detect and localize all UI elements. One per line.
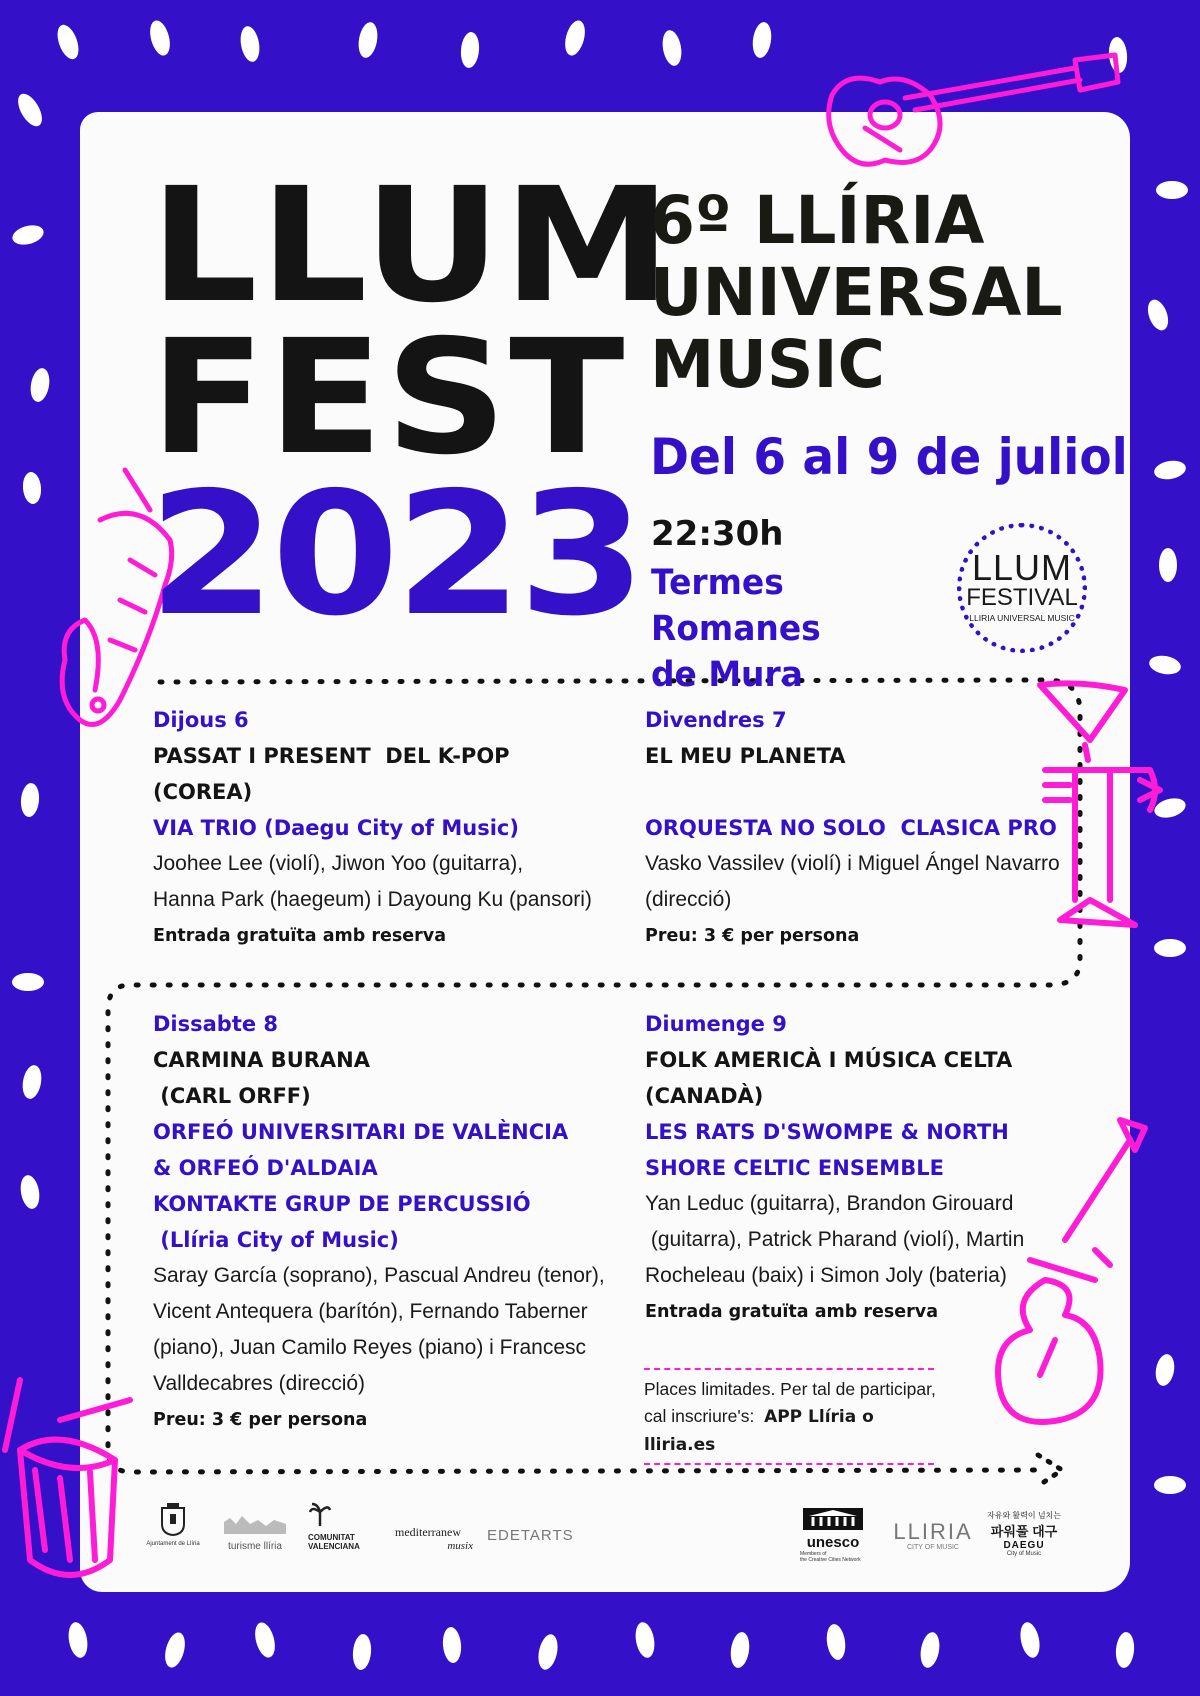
- mediterranew-sub: musix: [447, 1540, 473, 1552]
- ajuntament-label: Ajuntament de Llíria: [146, 1541, 200, 1547]
- event-people-line: Hanna Park (haegeum) i Dayoung Ku (pansori): [153, 888, 592, 911]
- coat-of-arms-icon: [160, 1502, 186, 1536]
- logo-line-festival: FESTIVAL: [966, 584, 1078, 611]
- event-title-line: PASSAT I PRESENT DEL K-POP: [153, 744, 510, 768]
- event-saturday: [153, 1006, 613, 1438]
- unesco-sub: Members of: [800, 1551, 827, 1557]
- festival-dates: Del 6 al 9 de juliol: [650, 428, 1128, 486]
- comunitat-label: COMUNITAT: [308, 1533, 355, 1542]
- event-people-line: Joohee Lee (violí), Jiwon Yoo (guitarra),: [153, 852, 524, 875]
- event-day: Dissabte 8: [153, 1012, 279, 1036]
- event-performer: ORFEÓ UNIVERSITARI DE VALÈNCIA: [153, 1120, 569, 1144]
- divider: [644, 1463, 934, 1465]
- event-title-line: FOLK AMERICÀ I MÚSICA CELTA: [645, 1048, 1013, 1072]
- skyline-icon: [222, 1512, 288, 1536]
- unesco-label: unesco: [806, 1534, 860, 1551]
- event-price: Preu: 3 € per persona: [153, 1410, 368, 1430]
- event-performer: & ORFEÓ D'ALDAIA: [153, 1156, 378, 1180]
- unesco-logo: [800, 1508, 866, 1563]
- event-people-line: Valldecabres (direcció): [153, 1372, 366, 1395]
- event-day: Divendres 7: [645, 708, 787, 732]
- event-friday: [645, 702, 1085, 954]
- event-performer: (Llíria City of Music): [153, 1228, 399, 1252]
- event-people-line: (guitarra), Patrick Pharand (violí), Martin: [645, 1228, 1025, 1251]
- event-day: Diumenge 9: [645, 1012, 787, 1036]
- event-title-line: (CARL ORFF): [153, 1084, 311, 1108]
- event-people-line: Vicent Antequera (barítón), Fernando Taberner: [153, 1300, 588, 1323]
- event-title-line: EL MEU PLANETA: [645, 744, 846, 768]
- unesco-sub: the Creative Cities Network: [800, 1557, 861, 1563]
- logo-line-tagline: LLIRIA UNIVERSAL MUSIC: [969, 613, 1075, 623]
- edition-title: 6º LLÍRIA UNIVERSAL MUSIC: [650, 182, 1063, 403]
- lliria-label: LLIRIA: [893, 1519, 973, 1544]
- festival-year: 2023: [148, 456, 642, 654]
- turisme-logo: [220, 1512, 290, 1552]
- comunitat-logo: [308, 1502, 374, 1551]
- ajuntament-logo: [143, 1502, 203, 1547]
- registration-text: Places limitades. Per tal de participar,: [644, 1379, 936, 1399]
- turisme-label: turisme llíria: [228, 1541, 282, 1552]
- event-title-line: (COREA): [153, 780, 253, 804]
- llum-festival-logo: [957, 523, 1087, 653]
- event-price: Preu: 3 € per persona: [645, 926, 860, 946]
- event-people-line: Yan Leduc (guitarra), Brandon Girouard: [645, 1192, 1014, 1215]
- event-thursday: [153, 702, 593, 954]
- event-price: Entrada gratuïta amb reserva: [153, 926, 446, 946]
- registration-note: [644, 1368, 944, 1465]
- palm-icon: [308, 1502, 332, 1528]
- edetarts-logo: EDETARTS: [487, 1527, 574, 1544]
- daegu-logo: [984, 1510, 1064, 1557]
- event-people-line: Vasko Vassilev (violí) i Miguel Ángel Navarro: [645, 852, 1060, 875]
- event-title-line: CARMINA BURANA: [153, 1048, 370, 1072]
- comunitat-label: VALENCIANA: [308, 1542, 360, 1551]
- daegu-label: DAEGU: [1003, 1540, 1045, 1551]
- event-performer: VIA TRIO (Daegu City of Music): [153, 816, 519, 840]
- lliria-sub: CITY OF MUSIC: [907, 1544, 959, 1551]
- temple-icon: [803, 1508, 863, 1530]
- event-performer: KONTAKTE GRUP DE PERCUSSIÓ: [153, 1192, 531, 1216]
- event-price: Entrada gratuïta amb reserva: [645, 1302, 938, 1322]
- daegu-korean: 자유와 활력이 넘치는: [987, 1511, 1061, 1520]
- daegu-sub: City of Music: [1006, 1551, 1042, 1557]
- event-day: Dijous 6: [153, 708, 249, 732]
- venue: Termes Romanes de Mura: [651, 563, 821, 695]
- logo-line-llum: LLUM: [971, 547, 1073, 588]
- mediterranew-logo: [383, 1525, 473, 1552]
- lliria-city-logo: [893, 1520, 973, 1551]
- event-people-line: Rocheleau (baix) i Simon Joly (bateria): [645, 1264, 1007, 1287]
- festival-title: LLUM FEST: [150, 154, 674, 490]
- registration-link[interactable]: APP Llíria o lliria.es: [644, 1407, 874, 1455]
- daegu-korean: 파워풀 대구: [990, 1524, 1058, 1539]
- event-sunday: [645, 1006, 1085, 1330]
- event-people-line: (direcció): [645, 888, 732, 911]
- event-title-line: (CANADÀ): [645, 1084, 764, 1108]
- event-performer: SHORE CELTIC ENSEMBLE: [645, 1156, 944, 1180]
- event-people-line: Saray García (soprano), Pascual Andreu (tenor),: [153, 1264, 605, 1287]
- event-people-line: (piano), Juan Camilo Reyes (piano) i Francesc: [153, 1336, 587, 1359]
- event-performer: ORQUESTA NO SOLO CLASICA PRO: [645, 816, 1057, 840]
- event-performer: LES RATS D'SWOMPE & NORTH: [645, 1120, 1009, 1144]
- event-time: 22:30h: [651, 514, 784, 554]
- registration-text: cal inscriure's:: [644, 1406, 755, 1426]
- mediterranew-label: mediterranew: [395, 1525, 461, 1539]
